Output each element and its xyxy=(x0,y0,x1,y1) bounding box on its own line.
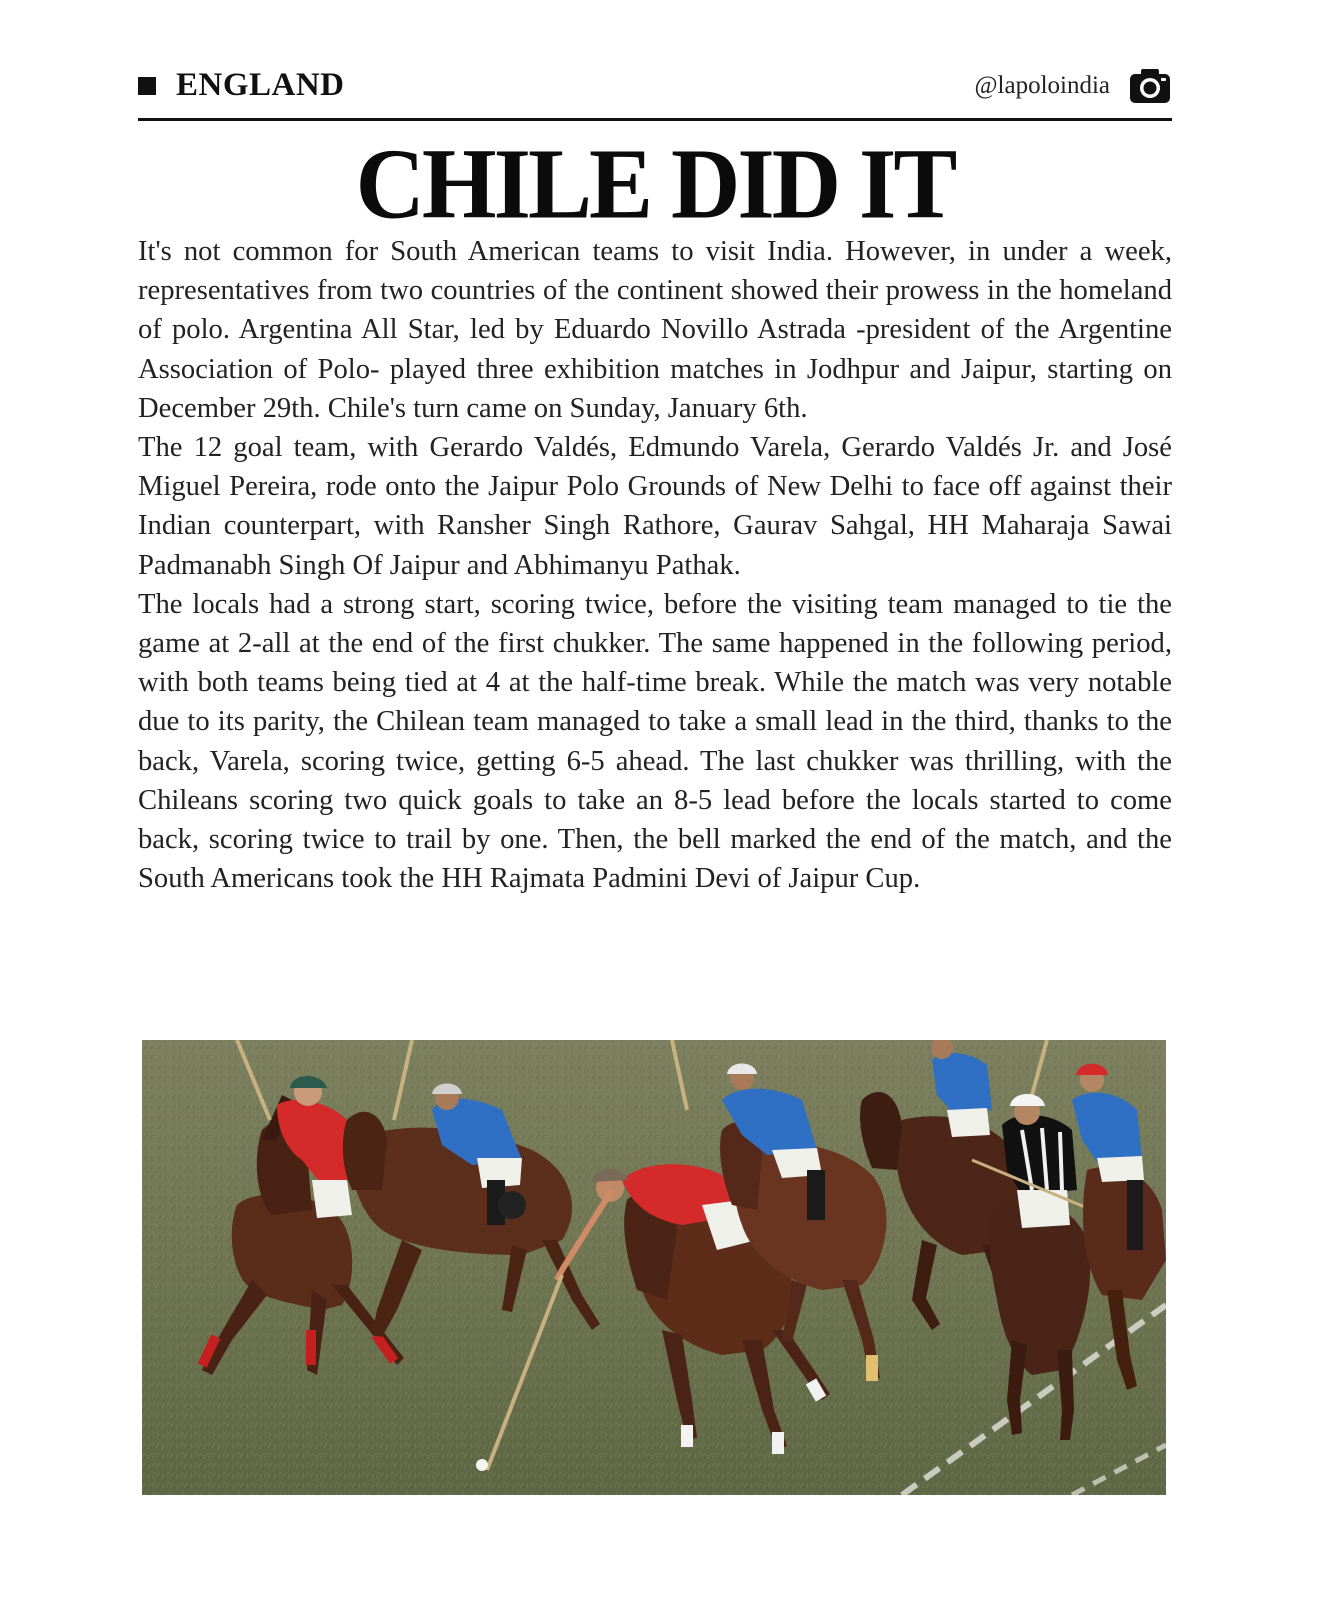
article-paragraph: It's not common for South American teams to visit India. However, in under a week, representatives from two countries of the continent showed their prowess in the homeland of polo. Argentina All Star, led by Eduardo Novillo Astrada -president of the Argentine Association of Polo- played three exhibition matches in Jodhpur and Jaipur, starting on December 29th. Chile's turn came on Sunday, January 6th. xyxy=(138,236,1172,424)
camera-icon[interactable] xyxy=(1128,67,1172,105)
section-label xyxy=(138,67,345,104)
instagram-handle[interactable]: @lapoloindia xyxy=(974,72,1110,99)
article-headline: CHILE DID IT xyxy=(355,127,955,240)
article-paragraph: The locals had a strong start, scoring twice, before the visiting team managed to tie the game at 2-all at the end of the first chukker. The same happened in the following period, with both teams being tied at 4 at the half-time break. While the match was very notable due to its parity, the Chilean team managed to take a small lead in the third, thanks to the back, Varela, scoring twice, getting 6-5 ahead. The last chukker was thrilling, with the Chileans scoring two quick goals to take an 8-5 lead before the locals started to come back, scoring twice to trail by one. Then, the bell marked the end of the match, and the South Americans took the HH Rajmata Padmini Devi of Jaipur Cup. xyxy=(138,588,1172,895)
article-paragraph: The 12 goal team, with Gerardo Valdés, Edmundo Varela, Gerardo Valdés Jr. and José Miguel Pereira, rode onto the Jaipur Polo Grounds of New Delhi to face off against their Indian counterpart, with Ransher Singh Rathore, Gaurav Sahgal, HH Maharaja Sawai Padmanabh Singh Of Jaipur and Abhimanyu Pathak. xyxy=(138,432,1172,581)
polo-match-photo xyxy=(142,1040,1166,1495)
page-header xyxy=(138,62,1172,112)
section-name: ENGLAND xyxy=(176,67,345,103)
square-bullet-icon xyxy=(138,77,156,95)
social-handle[interactable] xyxy=(975,67,1173,105)
article-body xyxy=(138,232,1172,898)
